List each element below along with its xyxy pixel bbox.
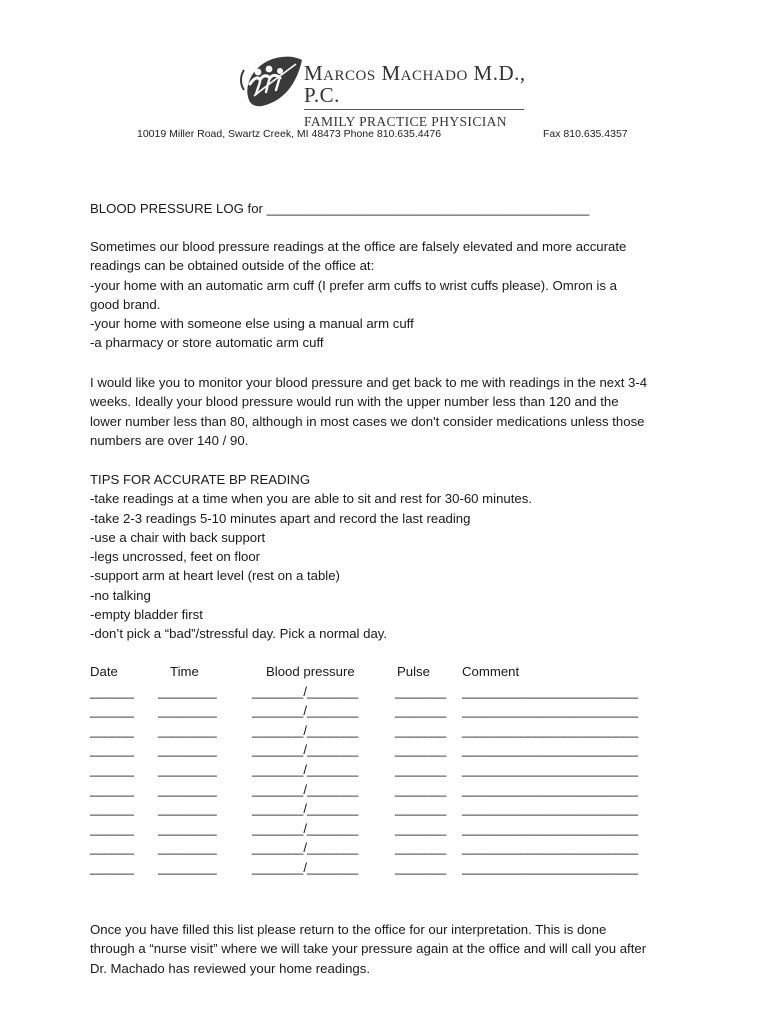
comment-blank[interactable]: ________________________ xyxy=(462,742,639,758)
pulse-blank[interactable]: _______ xyxy=(395,683,447,699)
practice-fax: Fax 810.635.4357 xyxy=(543,128,628,140)
tips-section xyxy=(90,470,690,644)
bp-log-row[interactable] xyxy=(90,782,670,802)
bp-log-row[interactable] xyxy=(90,703,670,723)
comment-blank[interactable]: ________________________ xyxy=(462,801,639,817)
header-comment: Comment xyxy=(462,664,520,679)
intro-line: -your home with an automatic arm cuff (I prefer arm cuffs to wrist cuffs please). Omron is a xyxy=(90,277,617,293)
bp-log-row[interactable] xyxy=(90,821,670,841)
log-title: BLOOD PRESSURE LOG for ____________________________________________ xyxy=(90,201,590,216)
bp-blank[interactable]: _______/_______ xyxy=(252,742,359,758)
bp-log-row[interactable] xyxy=(90,801,670,821)
bp-blank[interactable]: _______/_______ xyxy=(252,722,359,738)
time-blank[interactable]: ________ xyxy=(158,859,217,875)
time-blank[interactable]: ________ xyxy=(158,781,217,797)
closing-line: Dr. Machado has reviewed your home readings. xyxy=(90,960,371,976)
date-blank[interactable]: ______ xyxy=(90,801,135,817)
tip-item: -use a chair with back support xyxy=(90,529,266,545)
intro-line: -your home with someone else using a manual arm cuff xyxy=(90,316,414,332)
comment-blank[interactable]: ________________________ xyxy=(462,683,639,699)
header-date: Date xyxy=(90,664,118,679)
time-blank[interactable]: ________ xyxy=(158,683,217,699)
tip-item: -support arm at heart level (rest on a table) xyxy=(90,568,340,584)
intro-paragraph xyxy=(90,237,690,353)
pulse-blank[interactable]: _______ xyxy=(395,742,447,758)
comment-blank[interactable]: ________________________ xyxy=(462,781,639,797)
intro-line: -a pharmacy or store automatic arm cuff xyxy=(90,335,324,351)
practice-address: 10019 Miller Road, Swartz Creek, MI 48473 Phone 810.635.4476 xyxy=(137,128,442,140)
time-blank[interactable]: ________ xyxy=(158,820,217,836)
time-blank[interactable]: ________ xyxy=(158,742,217,758)
pulse-blank[interactable]: _______ xyxy=(395,722,447,738)
instructions-line: numbers are over 140 / 90. xyxy=(90,432,249,448)
instructions-line: weeks. Ideally your blood pressure would run with the upper number less than 120 and the xyxy=(90,394,619,410)
instructions-line: lower number less than 80, although in most cases we don't consider medications unless those xyxy=(90,413,645,429)
practice-subtitle: FAMILY PRACTICE PHYSICIAN xyxy=(304,114,507,129)
closing-paragraph xyxy=(90,920,690,978)
tip-item: -no talking xyxy=(90,587,151,603)
time-blank[interactable]: ________ xyxy=(158,722,217,738)
comment-blank[interactable]: ________________________ xyxy=(462,703,639,719)
bp-blank[interactable]: _______/_______ xyxy=(252,801,359,817)
tip-item: -take readings at a time when you are able to sit and rest for 30-60 minutes. xyxy=(90,491,533,507)
instructions-line: I would like you to monitor your blood pressure and get back to me with readings in the next 3-4 xyxy=(90,375,648,390)
practice-name: Marcos Machado M.D., P.C. xyxy=(304,61,526,107)
comment-blank[interactable]: ________________________ xyxy=(462,820,639,836)
comment-blank[interactable]: ________________________ xyxy=(462,722,639,738)
intro-line: Sometimes our blood pressure readings at the office are falsely elevated and more accurate xyxy=(90,239,627,254)
pulse-blank[interactable]: _______ xyxy=(395,820,447,836)
time-blank[interactable]: ________ xyxy=(158,761,217,777)
intro-line: readings can be obtained outside of the office at: xyxy=(90,258,375,274)
bp-blank[interactable]: _______/_______ xyxy=(252,703,359,719)
comment-blank[interactable]: ________________________ xyxy=(462,761,639,777)
header-pulse: Pulse xyxy=(397,664,430,679)
bp-log-row[interactable] xyxy=(90,723,670,743)
letterhead-divider xyxy=(304,109,524,110)
pulse-blank[interactable]: _______ xyxy=(395,781,447,797)
bp-log-row[interactable] xyxy=(90,840,670,860)
tip-item: -empty bladder first xyxy=(90,607,203,623)
closing-line: Once you have filled this list please return to the office for our interpretation. This is done xyxy=(90,922,607,937)
header-time: Time xyxy=(170,664,199,679)
bp-log-table xyxy=(90,664,670,880)
date-blank[interactable]: ______ xyxy=(90,859,135,875)
closing-line: through a “nurse visit” where we will take your pressure again at the office and will call you after xyxy=(90,941,647,957)
practice-logo xyxy=(236,52,306,112)
bp-log-row[interactable] xyxy=(90,860,670,880)
tip-item: -don’t pick a “bad”/stressful day. Pick a normal day. xyxy=(90,626,388,642)
time-blank[interactable]: ________ xyxy=(158,840,217,856)
date-blank[interactable]: ______ xyxy=(90,742,135,758)
bp-blank[interactable]: _______/_______ xyxy=(252,683,359,699)
date-blank[interactable]: ______ xyxy=(90,683,135,699)
date-blank[interactable]: ______ xyxy=(90,703,135,719)
bp-blank[interactable]: _______/_______ xyxy=(252,820,359,836)
date-blank[interactable]: ______ xyxy=(90,820,135,836)
header-blood-pressure: Blood pressure xyxy=(266,664,355,679)
bp-blank[interactable]: _______/_______ xyxy=(252,840,359,856)
bp-log-row[interactable] xyxy=(90,742,670,762)
pulse-blank[interactable]: _______ xyxy=(395,840,447,856)
comment-blank[interactable]: ________________________ xyxy=(462,840,639,856)
instructions-paragraph xyxy=(90,373,690,450)
bp-blank[interactable]: _______/_______ xyxy=(252,859,359,875)
bp-blank[interactable]: _______/_______ xyxy=(252,761,359,777)
pulse-blank[interactable]: _______ xyxy=(395,703,447,719)
date-blank[interactable]: ______ xyxy=(90,840,135,856)
comment-blank[interactable]: ________________________ xyxy=(462,859,639,875)
bp-blank[interactable]: _______/_______ xyxy=(252,781,359,797)
bp-log-row[interactable] xyxy=(90,684,670,704)
date-blank[interactable]: ______ xyxy=(90,722,135,738)
date-blank[interactable]: ______ xyxy=(90,761,135,777)
pulse-blank[interactable]: _______ xyxy=(395,859,447,875)
time-blank[interactable]: ________ xyxy=(158,801,217,817)
tips-heading: TIPS FOR ACCURATE BP READING xyxy=(90,472,311,487)
time-blank[interactable]: ________ xyxy=(158,703,217,719)
letterhead-brand xyxy=(304,62,534,130)
date-blank[interactable]: ______ xyxy=(90,781,135,797)
tip-item: -take 2-3 readings 5-10 minutes apart and record the last reading xyxy=(90,510,471,526)
bp-log-header xyxy=(90,664,670,684)
pulse-blank[interactable]: _______ xyxy=(395,761,447,777)
tip-item: -legs uncrossed, feet on floor xyxy=(90,549,261,565)
bp-log-row[interactable] xyxy=(90,762,670,782)
intro-line: good brand. xyxy=(90,296,161,312)
pulse-blank[interactable]: _______ xyxy=(395,801,447,817)
